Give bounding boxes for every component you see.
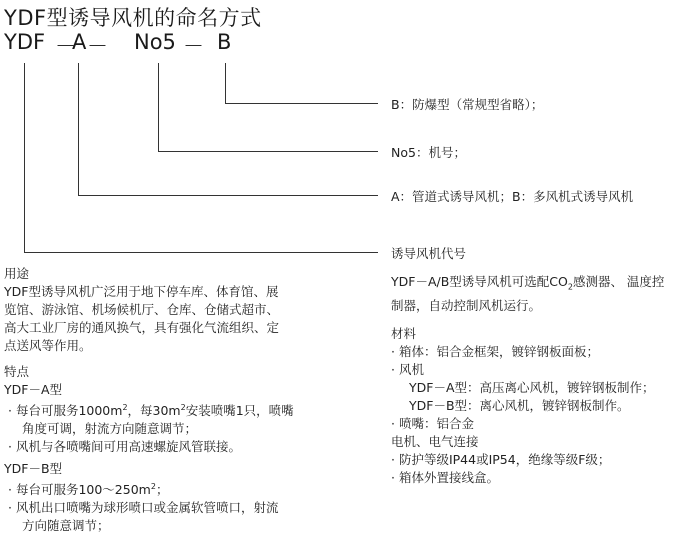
label-fan-type: A：管道式诱导风机；B：多风机式诱导风机 bbox=[391, 189, 634, 204]
materials-heading: 材料 bbox=[391, 325, 417, 341]
label-explosion-proof: B：防爆型（常规型省略）； bbox=[391, 97, 544, 112]
label-fan-code: 诱导风机代号 bbox=[391, 246, 467, 261]
material-item: · 风机 bbox=[391, 361, 424, 377]
electrical-heading: 电机、电气连接 bbox=[391, 433, 479, 449]
page-title: YDF型诱导风机的命名方式 bbox=[4, 6, 262, 30]
ydfb-feature-item-cont: 方向随意调节； bbox=[22, 518, 110, 534]
material-sub-item: YDF－B型：离心风机，镀锌钢板制作。 bbox=[409, 397, 630, 413]
ydfa-feature-item-cont: 角度可调，射流方向随意调节； bbox=[22, 421, 198, 437]
material-item: · 喷嘴：铝合金 bbox=[391, 415, 474, 431]
ydfb-heading: YDF－B型 bbox=[4, 461, 63, 477]
model-code-dash: － bbox=[183, 34, 204, 58]
usage-line: 高大工业厂房的通风换气，具有强化气流组织、定 bbox=[4, 320, 280, 335]
model-code-dash: － bbox=[87, 34, 108, 58]
left-column bbox=[4, 265, 294, 535]
usage-line: YDF型诱导风机广泛用于地下停车库、体育馆、展 bbox=[4, 284, 279, 299]
label-machine-number: No5：机号； bbox=[391, 145, 466, 160]
usage-line: 览馆、游泳馆、机场候机厅、仓库、仓储式超市、 bbox=[4, 302, 280, 317]
spacer bbox=[4, 355, 294, 363]
ydfa-feature-item: · 每台可服务$1000m^2$，每$30m^2$安装喷嘴1只，喷嘴 bbox=[8, 403, 294, 419]
intro-line: 制器，自动控制风机运行。 bbox=[391, 297, 542, 313]
connector-line-a bbox=[79, 63, 379, 196]
ydfa-feature-item: · 风机与各喷嘴间可用高速螺旋风管联接。 bbox=[8, 439, 241, 455]
right-column bbox=[391, 273, 664, 487]
electrical-item: · 箱体外置接线盒。 bbox=[391, 469, 499, 485]
model-code-a: A bbox=[72, 30, 87, 54]
material-item: · 箱体：铝合金框架，镀锌钢板面板； bbox=[391, 343, 599, 359]
connector-line-b bbox=[226, 63, 379, 104]
electrical-item: · 防护等级IP44或IP54，绝缘等级F级； bbox=[391, 451, 611, 467]
connector-line-no5 bbox=[159, 63, 379, 152]
ydfb-feature-item: · 风机出口喷嘴为球形喷口或金属软管喷口，射流 bbox=[8, 500, 279, 516]
ydfa-heading: YDF－A型 bbox=[4, 382, 63, 397]
material-sub-item: YDF－A型：高压离心风机，镀锌钢板制作； bbox=[409, 379, 655, 395]
model-code-ydf: YDF bbox=[4, 30, 46, 54]
usage-heading: 用途 bbox=[4, 266, 30, 281]
connector-line-code bbox=[25, 63, 379, 253]
intro-line: YDF－A/B型诱导风机可选配$CO_2$感测器、 温度控 bbox=[391, 274, 665, 292]
model-code-dash: － bbox=[55, 34, 76, 58]
model-code-b: B bbox=[217, 30, 232, 54]
features-heading: 特点 bbox=[4, 364, 30, 379]
ydfb-feature-item: · 每台可服务$100\sim 250m^2$； bbox=[8, 482, 169, 498]
usage-line: 点送风等作用。 bbox=[4, 338, 92, 353]
model-code-no5: No5 bbox=[134, 30, 176, 54]
spacer bbox=[391, 315, 664, 325]
